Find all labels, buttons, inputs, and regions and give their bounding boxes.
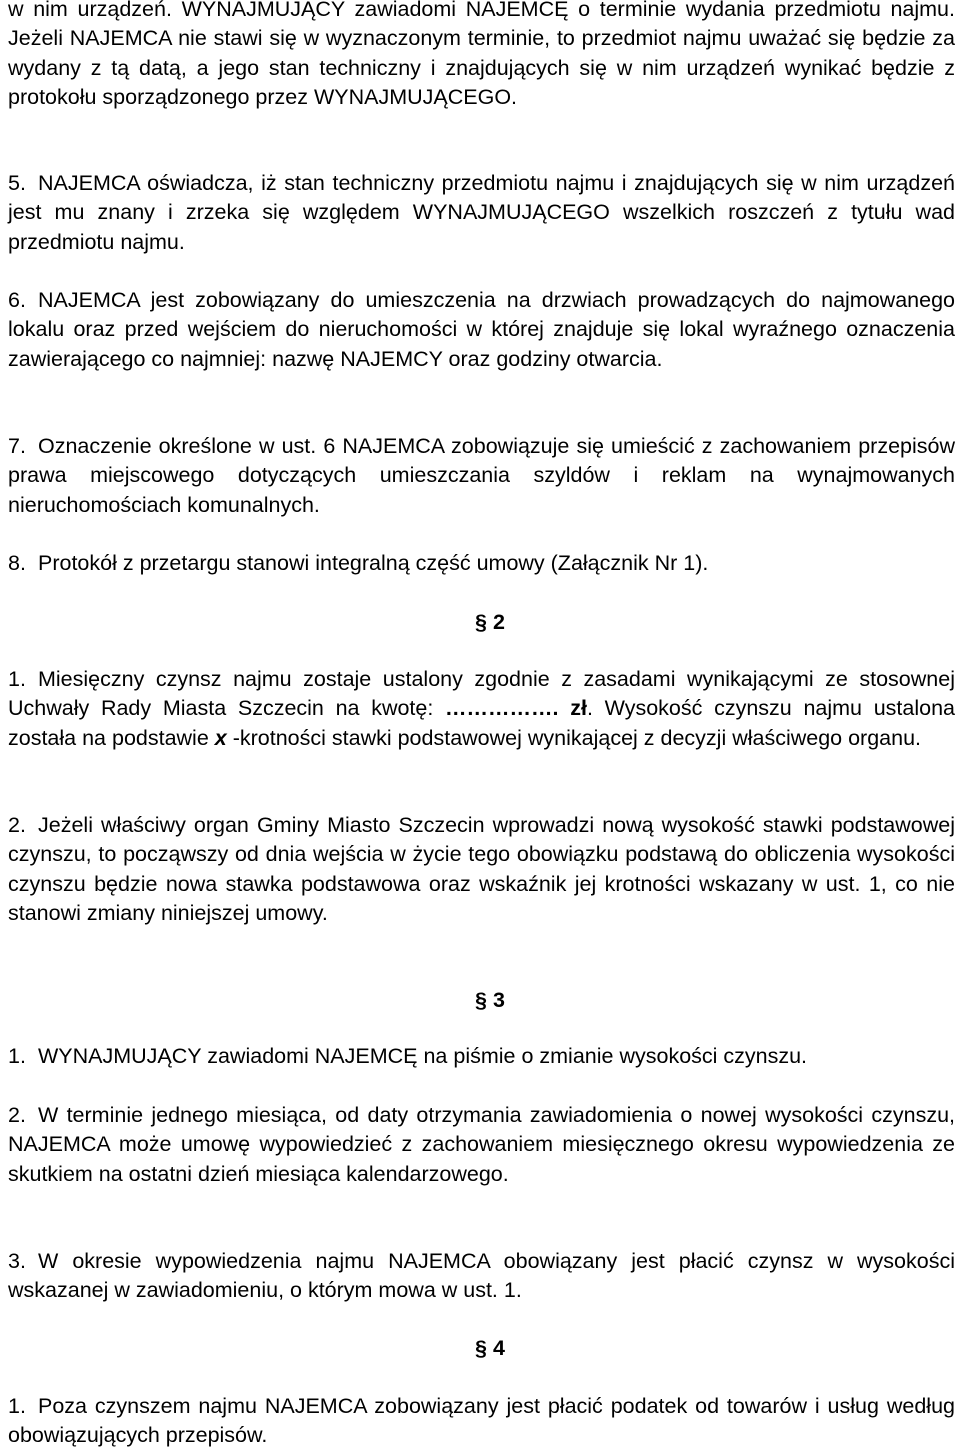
paragraph-text: Protokół z przetargu stanowi integralną część umowy (Załącznik Nr 1). [38, 551, 709, 575]
section-3-paragraph-2 [8, 1101, 955, 1189]
paragraph-text: . Wysokość czynszu najmu ustalona została na podstawie [8, 696, 956, 750]
paragraph-intro-rest: przedmiotu najmu. Jeżeli NAJEMCA nie stawi się w wyznaczonym terminie, to przedmiot najmu uważać się będzie za wydany z tą datą, a jego stan techniczny i znajdujących się w nim urządzeń wynikać będzie z protokołu sporządzonego przez WYNAJMUJĄCEGO. [8, 0, 955, 109]
paragraph-text: -krotności stawki podstawowej wynikającej z decyzji właściwego organu. [226, 725, 922, 750]
section-number: 4 [492, 1336, 505, 1360]
paragraph-text: WYNAJMUJĄCY zawiadomi NAJEMCĘ na piśmie o zmianie wysokości czynszu. [38, 1044, 808, 1068]
section-2-paragraph-1 [8, 665, 955, 753]
paragraph-text: Jeżeli właściwy organ Gminy Miasto Szczecin wprowadzi nową wysokość stawki podstawowej czynszu, to począwszy od dnia wejścia w życie tego obowiązku podstawą do obliczenia wysokości czynszu będzie nowa stawka podstawowa oraz wskaźnik jej krotności wskazany w ust. 1, co nie stanowi zmiany niniejszej umowy. [8, 813, 955, 925]
paragraph-number: 8. [8, 551, 26, 575]
paragraph-text: NAJEMCA jest zobowiązany do umieszczenia na drzwiach prowadzących do najmowanego lokalu oraz przed wejściem do nieruchomości w której znajduje się lokal wyraźnego oznaczenia zawierającego co najmniej: nazwę NAJEMCY oraz godziny otwarcia. [8, 288, 955, 371]
paragraph-number: 3. [8, 1249, 26, 1273]
paragraph-number: 1. [8, 1044, 26, 1068]
section-sign: § [475, 1336, 487, 1360]
paragraph-text: Miesięczny czynsz najmu zostaje ustalony zgodnie z zasadami wynikającymi ze stosownej Uchwały Rady Miasta Szczecin na kwotę: [8, 667, 955, 721]
section-4-paragraph-1 [8, 1392, 955, 1451]
section-number: 2 [492, 610, 505, 634]
section-3-paragraph-3 [8, 1247, 955, 1306]
paragraph-6 [8, 286, 955, 374]
section-number: 3 [492, 988, 505, 1012]
section-sign: § [475, 988, 487, 1012]
paragraph-text: W okresie wypowiedzenia najmu NAJEMCA obowiązany jest płacić czynsz w wysokości wskazanej w zawiadomieniu, o którym mowa w ust. 1. [8, 1249, 955, 1303]
section-heading-3 [0, 986, 960, 1015]
section-3-paragraph-1 [8, 1042, 955, 1071]
section-sign: § [475, 610, 487, 634]
paragraph-text: Poza czynszem najmu NAJEMCA zobowiązany jest płacić podatek od towarów i usług według obowiązujących przepisów. [8, 1394, 955, 1448]
rent-amount: ……………. zł [445, 696, 587, 721]
paragraph-text: W terminie jednego miesiąca, od daty otrzymania zawiadomienia o nowej wysokości czynszu, NAJEMCA może umowę wypowiedzieć z zachowaniem miesięcznego okresu wypowiedzenia ze skutkiem na ostatni dzień miesiąca kalendarzowego. [8, 1103, 955, 1186]
paragraph-intro-line1: w nim urządzeń. WYNAJMUJĄCY zawiadomi NAJEMCĘ o terminie wydania [8, 0, 765, 21]
paragraph-number: 2. [8, 1103, 26, 1127]
paragraph-number: 1. [8, 667, 26, 691]
section-2-paragraph-2 [8, 811, 955, 928]
paragraph-8 [8, 549, 955, 578]
paragraph-number: 2. [8, 813, 26, 837]
paragraph-intro [8, 0, 955, 112]
paragraph-number: 7. [8, 434, 26, 458]
paragraph-7 [8, 432, 955, 520]
multiplier-symbol: x [214, 725, 227, 750]
section-heading-2 [0, 608, 960, 637]
paragraph-number: 1. [8, 1394, 26, 1418]
paragraph-number: 6. [8, 288, 26, 312]
section-heading-4 [0, 1334, 960, 1363]
paragraph-text: Oznaczenie określone w ust. 6 NAJEMCA zobowiązuje się umieścić z zachowaniem przepisów prawa miejscowego dotyczących umieszczania szyldów i reklam na wynajmowanych nieruchomościach komunalnych. [8, 434, 955, 517]
paragraph-text: NAJEMCA oświadcza, iż stan techniczny przedmiotu najmu i znajdujących się w nim urządzeń jest mu znany i zrzeka się względem WYNAJMUJĄCEGO wszelkich roszczeń z tytułu wad przedmiotu najmu. [8, 171, 955, 254]
paragraph-number: 5. [8, 171, 26, 195]
paragraph-5 [8, 169, 955, 257]
